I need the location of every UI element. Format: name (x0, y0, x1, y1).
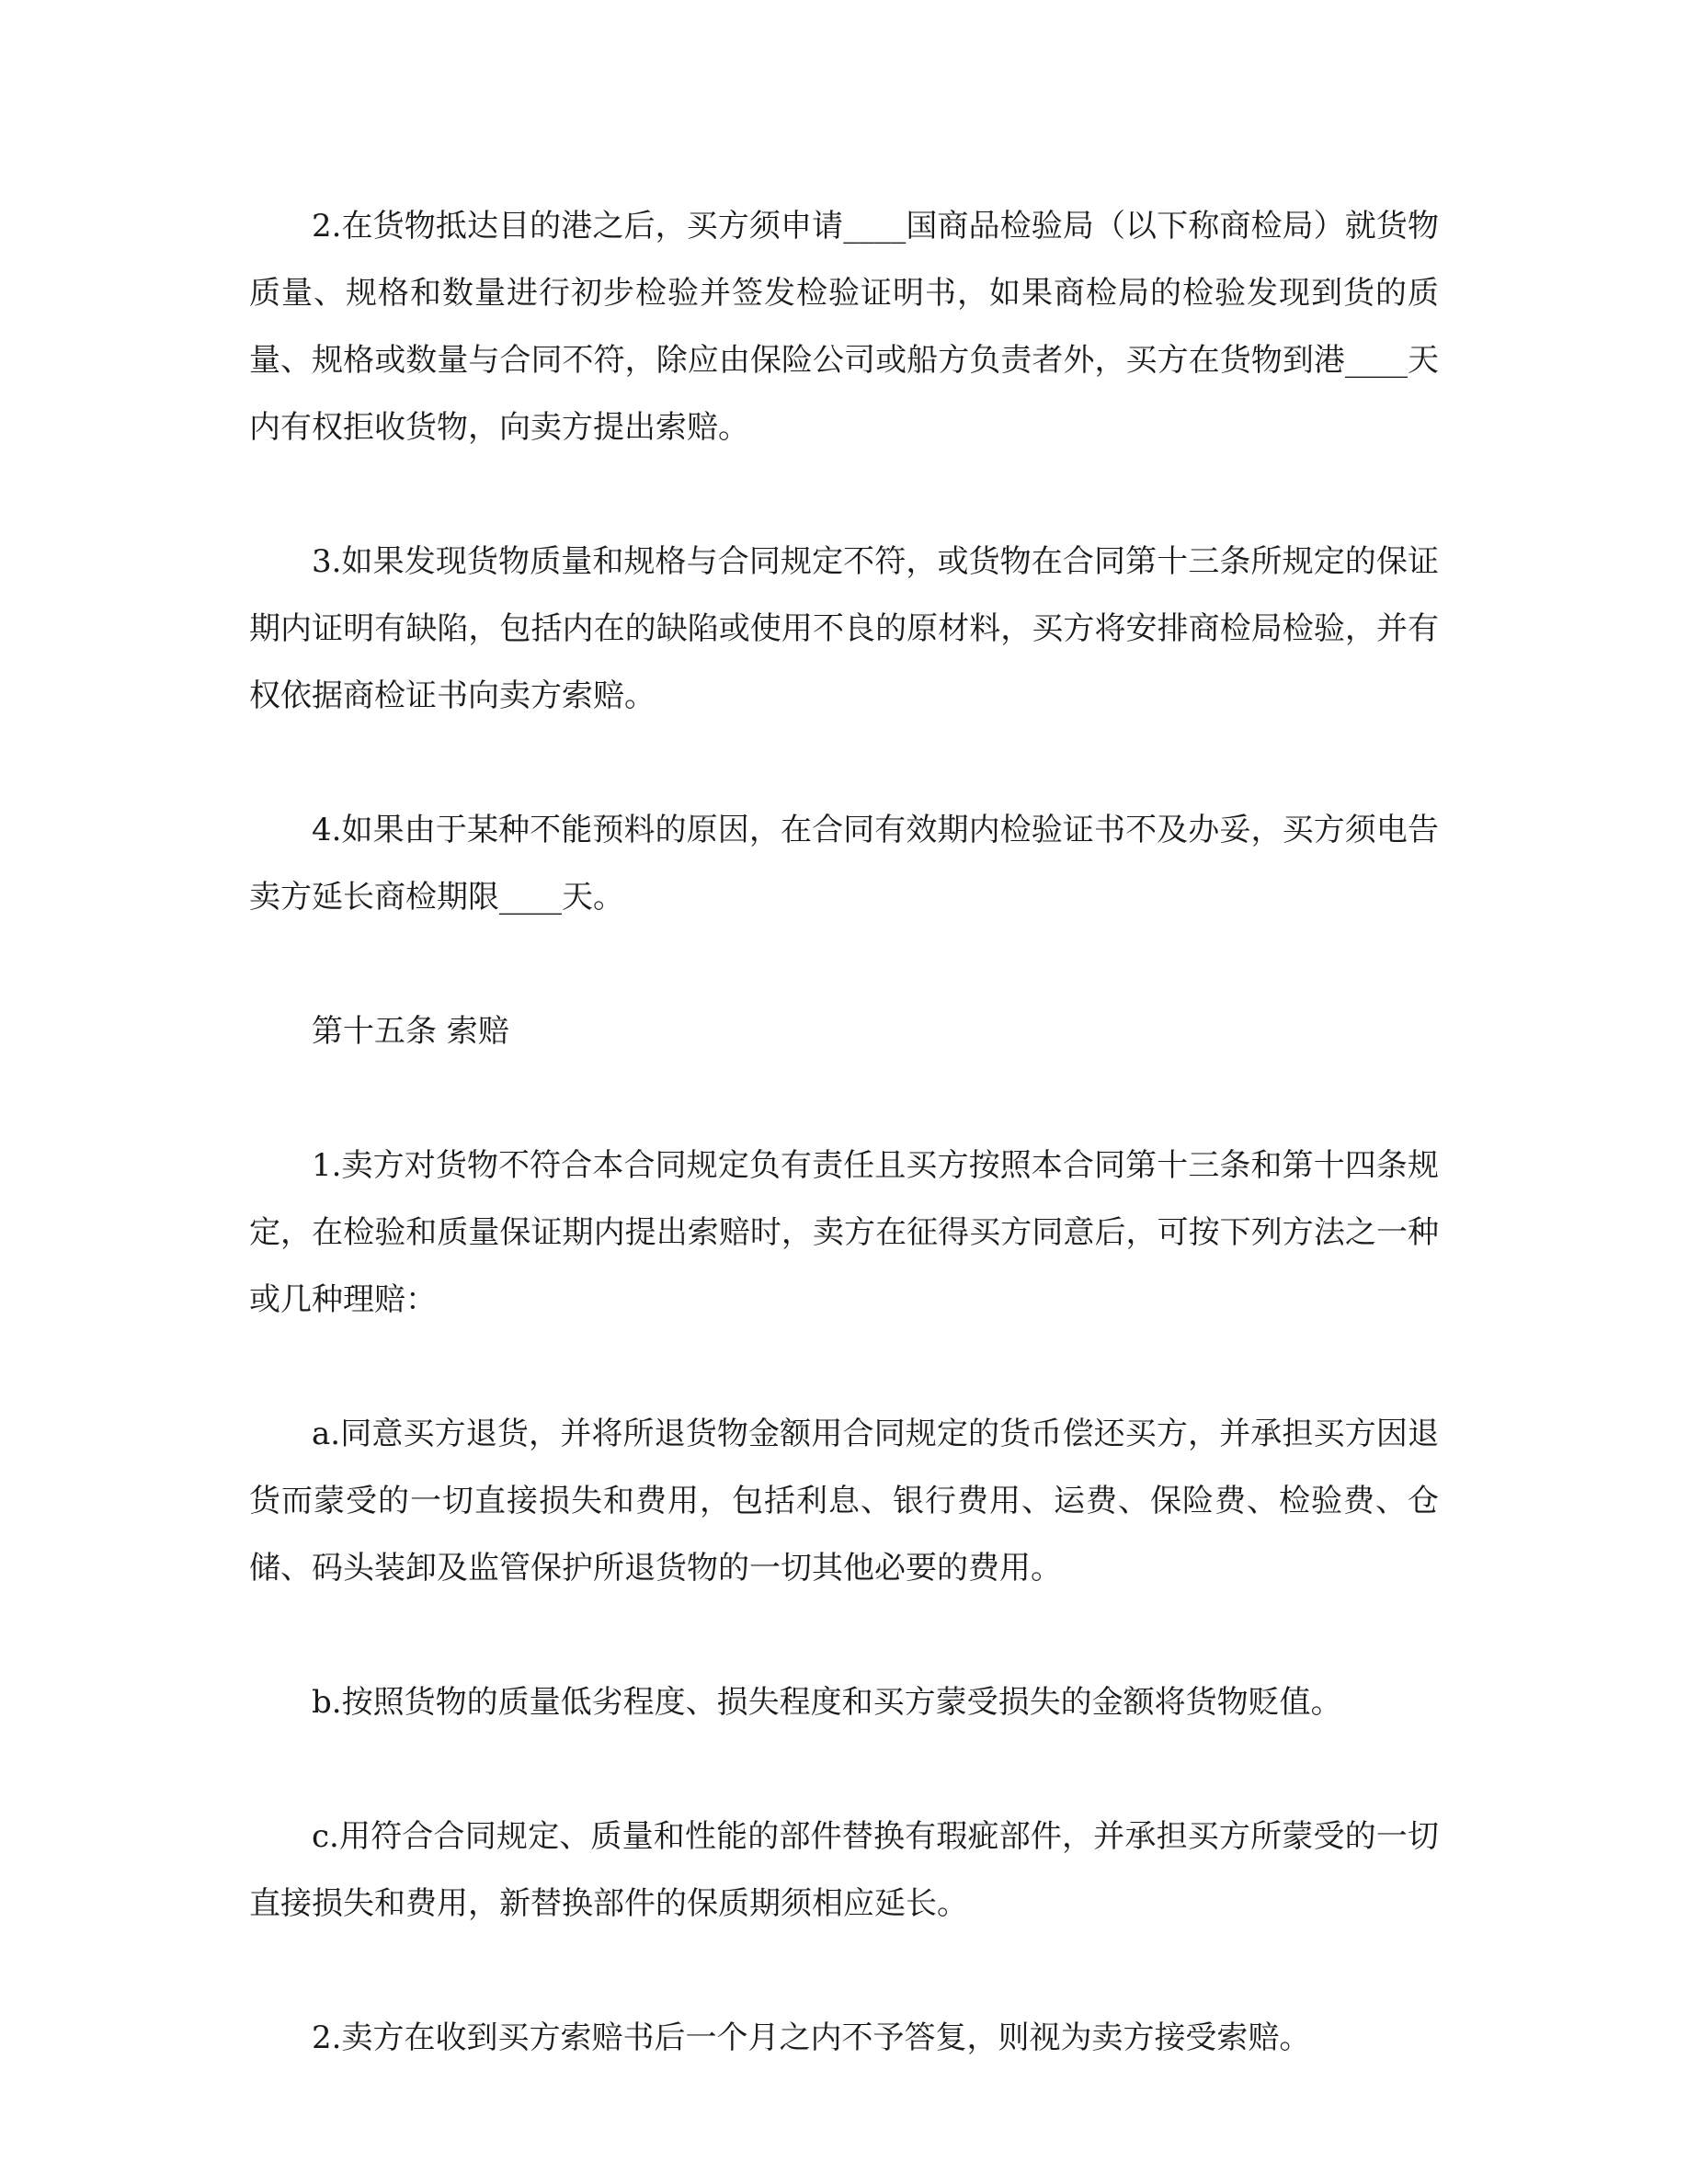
paragraph-option-b: b.按照货物的质量低劣程度、损失程度和买方蒙受损失的金额将货物贬值。 (312, 1684, 1342, 1721)
paragraph-option-c: c.用符合合同规定、质量和性能的部件替换有瑕疵部件，并承担买方所蒙受的一切直接损失和费用，新替换部件的保质期须相应延长。 (249, 1818, 1439, 1922)
section-heading-claims: 第十五条 索赔 (312, 1013, 509, 1050)
paragraph-inspection-arrival: 2.在货物抵达目的港之后，买方须申请____国商品检验局（以下称商检局）就货物质量、规格和数量进行初步检验并签发检验证明书，如果商检局的检验发现到货的质量、规格或数量与合同不符，除应由保险公司或船方负责者外，买方在货物到港____天内有权拒收货物，向卖方提出索赔。 (249, 208, 1439, 446)
paragraph-claim-response: 2.卖方在收到买方索赔书后一个月之内不予答复，则视为卖方接受索赔。 (312, 2019, 1311, 2056)
paragraph-extension: 4.如果由于某种不能预料的原因，在合同有效期内检验证书不及办妥，买方须电告卖方延长商检期限____天。 (249, 812, 1439, 916)
paragraph-claims-settlement: 1.卖方对货物不符合本合同规定负有责任且买方按照本合同第十三条和第十四条规定，在检验和质量保证期内提出索赔时，卖方在征得买方同意后，可按下列方法之一种或几种理赔： (249, 1147, 1439, 1318)
document-body (249, 193, 1439, 2072)
paragraph-option-a: a.同意买方退货，并将所退货物金额用合同规定的货币偿还买方，并承担买方因退货而蒙受的一切直接损失和费用，包括利息、银行费用、运费、保险费、检验费、仓储、码头装卸及监管保护所退货物的一切其他必要的费用。 (249, 1416, 1439, 1587)
paragraph-quality-defect: 3.如果发现货物质量和规格与合同规定不符，或货物在合同第十三条所规定的保证期内证明有缺陷，包括内在的缺陷或使用不良的原材料，买方将安排商检局检验，并有权依据商检证书向卖方索赔。 (249, 543, 1439, 714)
